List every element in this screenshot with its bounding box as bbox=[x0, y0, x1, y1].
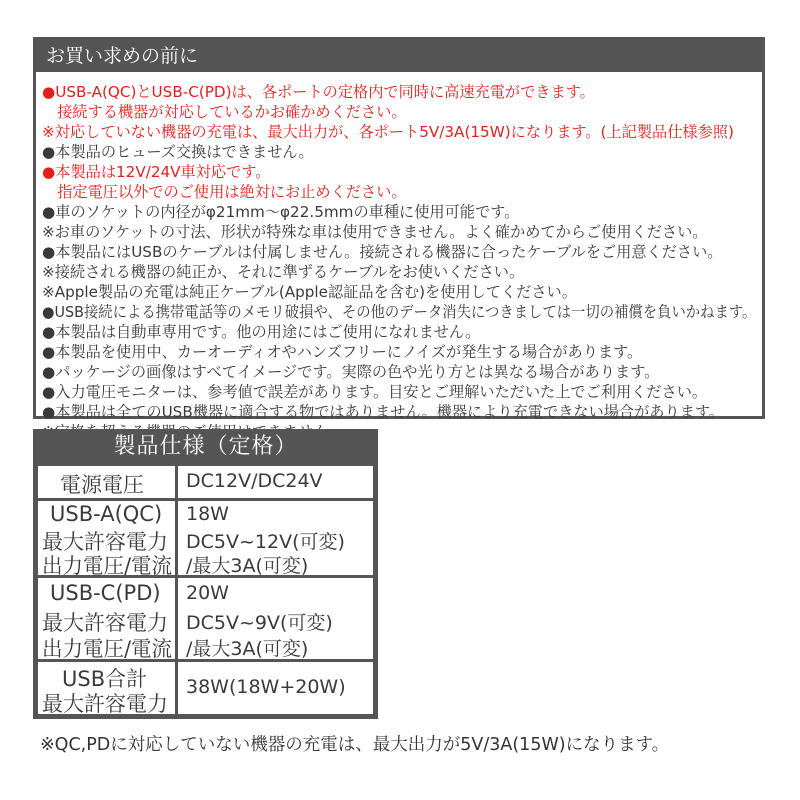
spec-label: 最大許容電力 bbox=[42, 692, 168, 716]
notice-line: 指定電圧以外でのご使用は絶対にお止めください。 bbox=[42, 183, 407, 201]
notice-line: ※お車のソケットの寸法、形状が特殊な車は使用できません。よく確かめてからご使用ください。 bbox=[42, 223, 708, 241]
notice-line: ●入力電圧モニターは、参考値で誤差があります。目安とご理解いただいた上でご利用ください。 bbox=[42, 383, 708, 401]
notice-line: 接続する機器が対応しているかお確かめください。 bbox=[42, 103, 407, 121]
spec-label: 出力電圧/電流 bbox=[42, 637, 173, 661]
spec-value: 38W(18W+20W) bbox=[186, 676, 346, 698]
spec-label: 電源電圧 bbox=[60, 473, 144, 497]
spec-value-cell bbox=[178, 662, 373, 714]
notice-line: ●本製品を使用中、カーオーディオやハンズフリーにノイズが発生する場合があります。 bbox=[42, 343, 643, 361]
notice-line: ●本製品は12V/24V車対応です。 bbox=[42, 163, 271, 181]
spec-label-cell bbox=[38, 501, 175, 578]
notice-line: ※接続される機器の純正か、それに準ずるケーブルをお使いください。 bbox=[42, 263, 525, 281]
spec-value-cell bbox=[178, 466, 373, 498]
notice-line: ●車のソケットの内径がφ21mm〜φ22.5mmの車種に使用可能です。 bbox=[42, 203, 520, 221]
spec-table bbox=[33, 429, 378, 719]
spec-label: USB合計 bbox=[62, 667, 148, 691]
spec-value: DC5V~9V(可変) bbox=[186, 612, 333, 634]
spec-value: 18W bbox=[186, 503, 229, 525]
notice-line: ●本製品は自動車専用です。他の用途にはご使用になれません。 bbox=[42, 323, 481, 341]
spec-label: USB-C(PD) bbox=[50, 581, 161, 605]
notice-line: ●本製品のヒューズ交換はできません。 bbox=[42, 143, 314, 161]
spec-label-cell bbox=[38, 662, 175, 714]
footnote: ※QC,PDに対応していない機器の充電は、最大出力が5V/3A(15W)になります。 bbox=[40, 735, 670, 755]
spec-label-cell bbox=[38, 466, 175, 498]
notice-header bbox=[36, 40, 762, 72]
spec-label-cell bbox=[38, 578, 175, 659]
spec-label: 最大許容電力 bbox=[42, 530, 168, 554]
notice-line: ※Apple製品の充電は純正ケーブル(Apple認証品を含む)を使用してください。 bbox=[42, 283, 577, 301]
notice-line: ●本製品にはUSBのケーブルは付属しません。接続される機器に合ったケーブルをご用意ください。 bbox=[42, 243, 723, 261]
notice-title: お買い求めの前に bbox=[46, 45, 199, 67]
notice-line: ●本製品は全てのUSB機器に適合する物ではありません。機器により充電できない場合があります。 bbox=[42, 403, 724, 421]
spec-value-cell bbox=[178, 578, 373, 659]
notice-line: ●USB接続による携帯電話等のメモリ破損や、その他のデータ消失につきましては一切の補償を負いかねます。 bbox=[42, 303, 757, 321]
spec-value: DC5V~12V(可変) bbox=[186, 531, 345, 553]
notice-line: ●パッケージの画像はすべてイメージです。実際の色や光り方とは異なる場合があります。 bbox=[42, 363, 660, 381]
spec-value: /最大3A(可変) bbox=[186, 555, 309, 577]
spec-title: 製品仕様（定格） bbox=[113, 434, 298, 459]
spec-value-cell bbox=[178, 501, 373, 575]
notice-line: ●USB-A(QC)とUSB-C(PD)は、各ポートの定格内で同時に高速充電ができます。 bbox=[42, 83, 595, 101]
notice-panel bbox=[33, 37, 765, 419]
spec-value: 20W bbox=[186, 582, 229, 604]
spec-label: USB-A(QC) bbox=[50, 502, 163, 526]
spec-label: 出力電圧/電流 bbox=[42, 554, 173, 578]
notice-line: ※対応していない機器の充電は、最大出力が、各ポート5V/3A(15W)になります。(上記製品仕様参照) bbox=[42, 123, 734, 141]
spec-label: 最大許容電力 bbox=[42, 611, 168, 635]
spec-value: /最大3A(可変) bbox=[186, 638, 309, 660]
spec-value: DC12V/DC24V bbox=[186, 470, 323, 492]
